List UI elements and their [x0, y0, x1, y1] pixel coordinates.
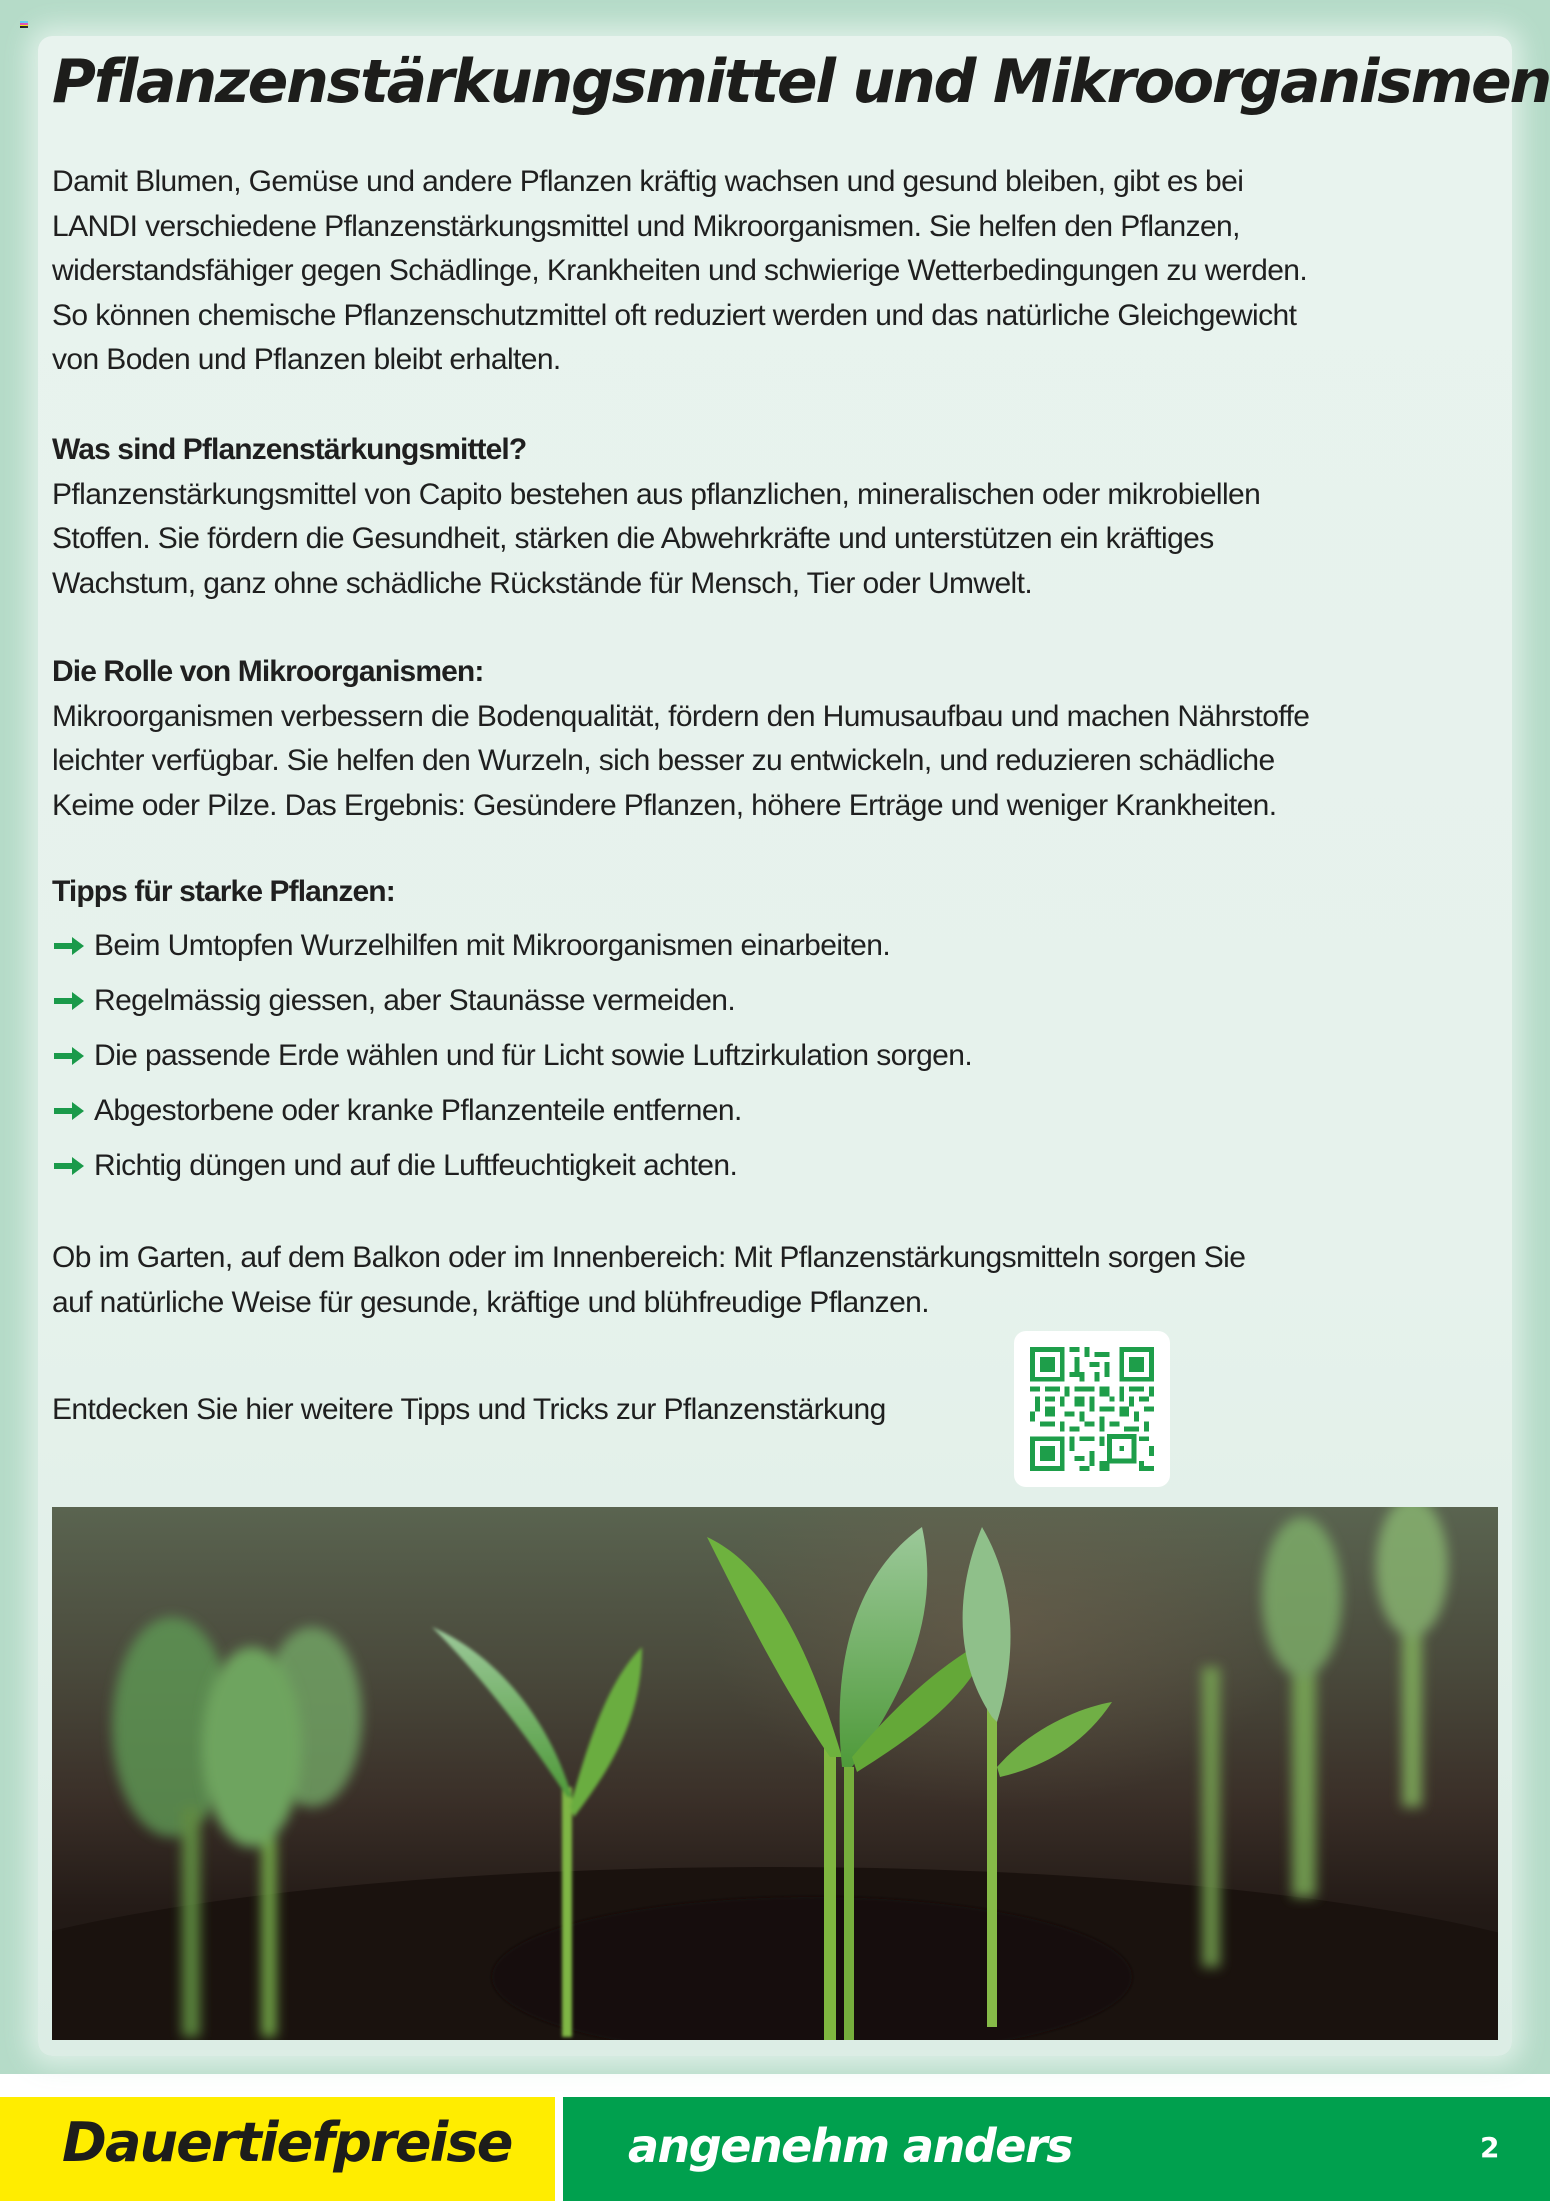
intro-paragraph [52, 160, 1307, 383]
text-line: Stoffen. Sie fördern die Gesundheit, stärken die Abwehrkräfte und unterstützen ein kräftiges [52, 522, 1214, 555]
text-line: Damit Blumen, Gemüse und andere Pflanzen kräftig wachsen und gesund bleiben, gibt es bei [52, 165, 1244, 198]
text-line: auf natürliche Weise für gesunde, kräftige und blühfreudige Pflanzen. [52, 1285, 929, 1319]
page-number: 2 [1480, 2131, 1500, 2164]
text-line: Wachstum, ganz ohne schädliche Rückstände für Mensch, Tier oder Umwelt. [52, 566, 1033, 600]
text-line: von Boden und Pflanzen bleibt erhalten. [52, 343, 561, 376]
list-item [52, 1083, 972, 1138]
closing-paragraph [52, 1236, 1245, 1325]
tip-text: Abgestorbene oder kranke Pflanzenteile entfernen. [94, 1094, 742, 1127]
text-line: leichter verfügbar. Sie helfen den Wurzeln, sich besser zu entwickeln, und reduzieren schädliche [52, 744, 1275, 777]
footer-left-label: Dauertiefpreise [62, 2111, 512, 2174]
seedlings-illustration [52, 1507, 1498, 2040]
qr-code-icon [1030, 1347, 1154, 1471]
qr-label: Entdecken Sie hier weitere Tipps und Tricks zur Pflanzenstärkung [52, 1393, 886, 1426]
arrow-right-icon [52, 1099, 86, 1123]
arrow-right-icon [52, 989, 86, 1013]
footer-dauertiefpreise [0, 2097, 555, 2201]
section-heading: Tipps für starke Pflanzen: [52, 875, 395, 908]
qr-code[interactable] [1014, 1331, 1170, 1487]
tip-text: Beim Umtopfen Wurzelhilfen mit Mikroorganismen einarbeiten. [94, 929, 891, 962]
tip-text: Richtig düngen und auf die Luftfeuchtigkeit achten. [94, 1149, 738, 1182]
text-line: Ob im Garten, auf dem Balkon oder im Innenbereich: Mit Pflanzenstärkungsmitteln sorgen Sie [52, 1241, 1246, 1274]
tip-text: Regelmässig giessen, aber Staunässe vermeiden. [94, 984, 736, 1017]
footer-slogan-bar [563, 2097, 1550, 2201]
text-line: Keime oder Pilze. Das Ergebnis: Gesündere Pflanzen, höhere Erträge und weniger Krankheiten. [52, 788, 1277, 822]
section-mikroorganismen [52, 650, 1309, 828]
list-item [52, 1138, 972, 1193]
arrow-right-icon [52, 1044, 86, 1068]
footer-slogan: angenehm anders [628, 2119, 1073, 2173]
seedlings-photo [52, 1507, 1498, 2040]
text-line: Pflanzenstärkungsmittel von Capito bestehen aus pflanzlichen, mineralischen oder mikrobiellen [52, 477, 1261, 511]
tips-list [52, 918, 972, 1193]
section-heading: Was sind Pflanzenstärkungsmittel? [52, 433, 527, 466]
print-color-mark [20, 21, 28, 28]
tip-text: Die passende Erde wählen und für Licht sowie Luftzirkulation sorgen. [94, 1039, 973, 1072]
arrow-right-icon [52, 1154, 86, 1178]
section-pflanzenstaerkungsmittel [52, 428, 1260, 606]
arrow-right-icon [52, 934, 86, 958]
section-heading: Die Rolle von Mikroorganismen: [52, 655, 484, 688]
text-line: widerstandsfähiger gegen Schädlinge, Krankheiten und schwierige Wetterbedingungen zu werden. [52, 254, 1308, 287]
list-item [52, 973, 972, 1028]
page-title: Pflanzenstärkungsmittel und Mikroorganismen [52, 47, 1550, 117]
text-line: So können chemische Pflanzenschutzmittel oft reduziert werden und das natürliche Gleichgewicht [52, 298, 1297, 332]
list-item [52, 1028, 972, 1083]
section-tipps [52, 870, 395, 915]
text-line: Mikroorganismen verbessern die Bodenqualität, fördern den Humusaufbau und machen Nährstoffe [52, 699, 1310, 733]
text-line: LANDI verschiedene Pflanzenstärkungsmittel und Mikroorganismen. Sie helfen den Pflanzen, [52, 209, 1240, 243]
qr-prompt [52, 1388, 886, 1433]
list-item [52, 918, 972, 973]
